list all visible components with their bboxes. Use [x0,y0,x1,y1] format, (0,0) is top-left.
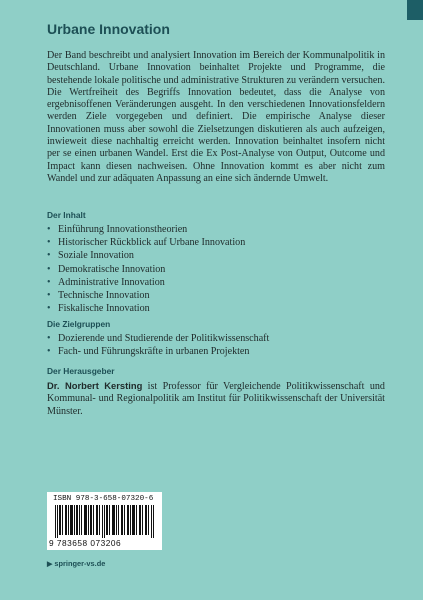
barcode [47,492,162,550]
bullet-icon: • [47,224,51,235]
bullet-icon: • [47,276,51,288]
bullet-icon: • [47,250,51,262]
list-item: • Fach- und Führungskräfte in urbanen Projekten [47,346,250,358]
list-item: • Demokratische Innovation [47,263,166,275]
bullet-icon: • [47,303,51,315]
website-link[interactable]: ▶ springer-vs.de [47,559,106,568]
list-item: • Einführung Innovationstheorien [47,224,188,235]
bullet-icon: • [47,290,51,302]
editor-text: ist Professor für Vergleichende Politikwissenschaft und Kommunal- und Regionalpolitik am Institut für Politikwissenschaft der Universität Münster. [47,381,385,417]
list-item: • Historischer Rückblick auf Urbane Innovation [47,237,246,249]
bullet-icon: • [47,263,51,275]
audience-heading: Die Zielgruppen [47,319,111,329]
editor-bio [47,380,385,418]
intro-paragraph: Der Band beschreibt und analysiert Innovation im Bereich der Kommunalpolitik in Deutschland. Urbane Innovation beinhaltet Projekte und Programme, die bestehende lokale politische und administrative Strukturen zu verändern versuchen. Die Wertfreiheit des Begriffs Innovation bedeutet, dass die Analyse von ergebnisoffenen Veränderungen ausgeht. In den verschiedenen Innovationsfeldern werden Ziele vorgegeben und definiert. Die empirische Analyse dieser Innovationen muss aber sowohl die Zielsetzungen diskutieren als auch aufzeigen, inwieweit diese nachhaltig erreicht werden. Innovation beinhaltet insofern nicht per se einen urbanen Wandel. Erst die Ex Post-Analyse von Output, Outcome und Impact kann diesen nachweisen. Ohne Innovation kommt es aber nicht zum Wandel und zur adäquaten Anpassung an eine sich ändernde Umwelt. [47,50,385,184]
list-item: • Soziale Innovation [47,250,134,262]
barcode-bars [55,505,155,538]
isbn-digits: 9 783658 073206 [49,538,122,548]
audience-list [47,332,269,358]
contents-list [47,223,245,315]
corner-tab [407,0,423,20]
list-item: • Administrative Innovation [47,276,165,288]
contents-heading: Der Inhalt [47,210,86,220]
bullet-icon: • [47,237,51,249]
book-title: Urbane Innovation [47,21,170,37]
list-item: • Fiskalische Innovation [47,303,150,315]
bullet-icon: • [47,333,51,344]
isbn-label: ISBN 978-3-658-07320-6 [53,495,154,503]
editor-name: Dr. Norbert Kersting [47,380,143,391]
editor-heading: Der Herausgeber [47,366,115,376]
list-item: • Dozierende und Studierende der Politikwissenschaft [47,333,270,344]
arrow-right-icon: ▶ [47,561,53,568]
list-item: • Technische Innovation [47,290,150,302]
bullet-icon: • [47,346,51,358]
